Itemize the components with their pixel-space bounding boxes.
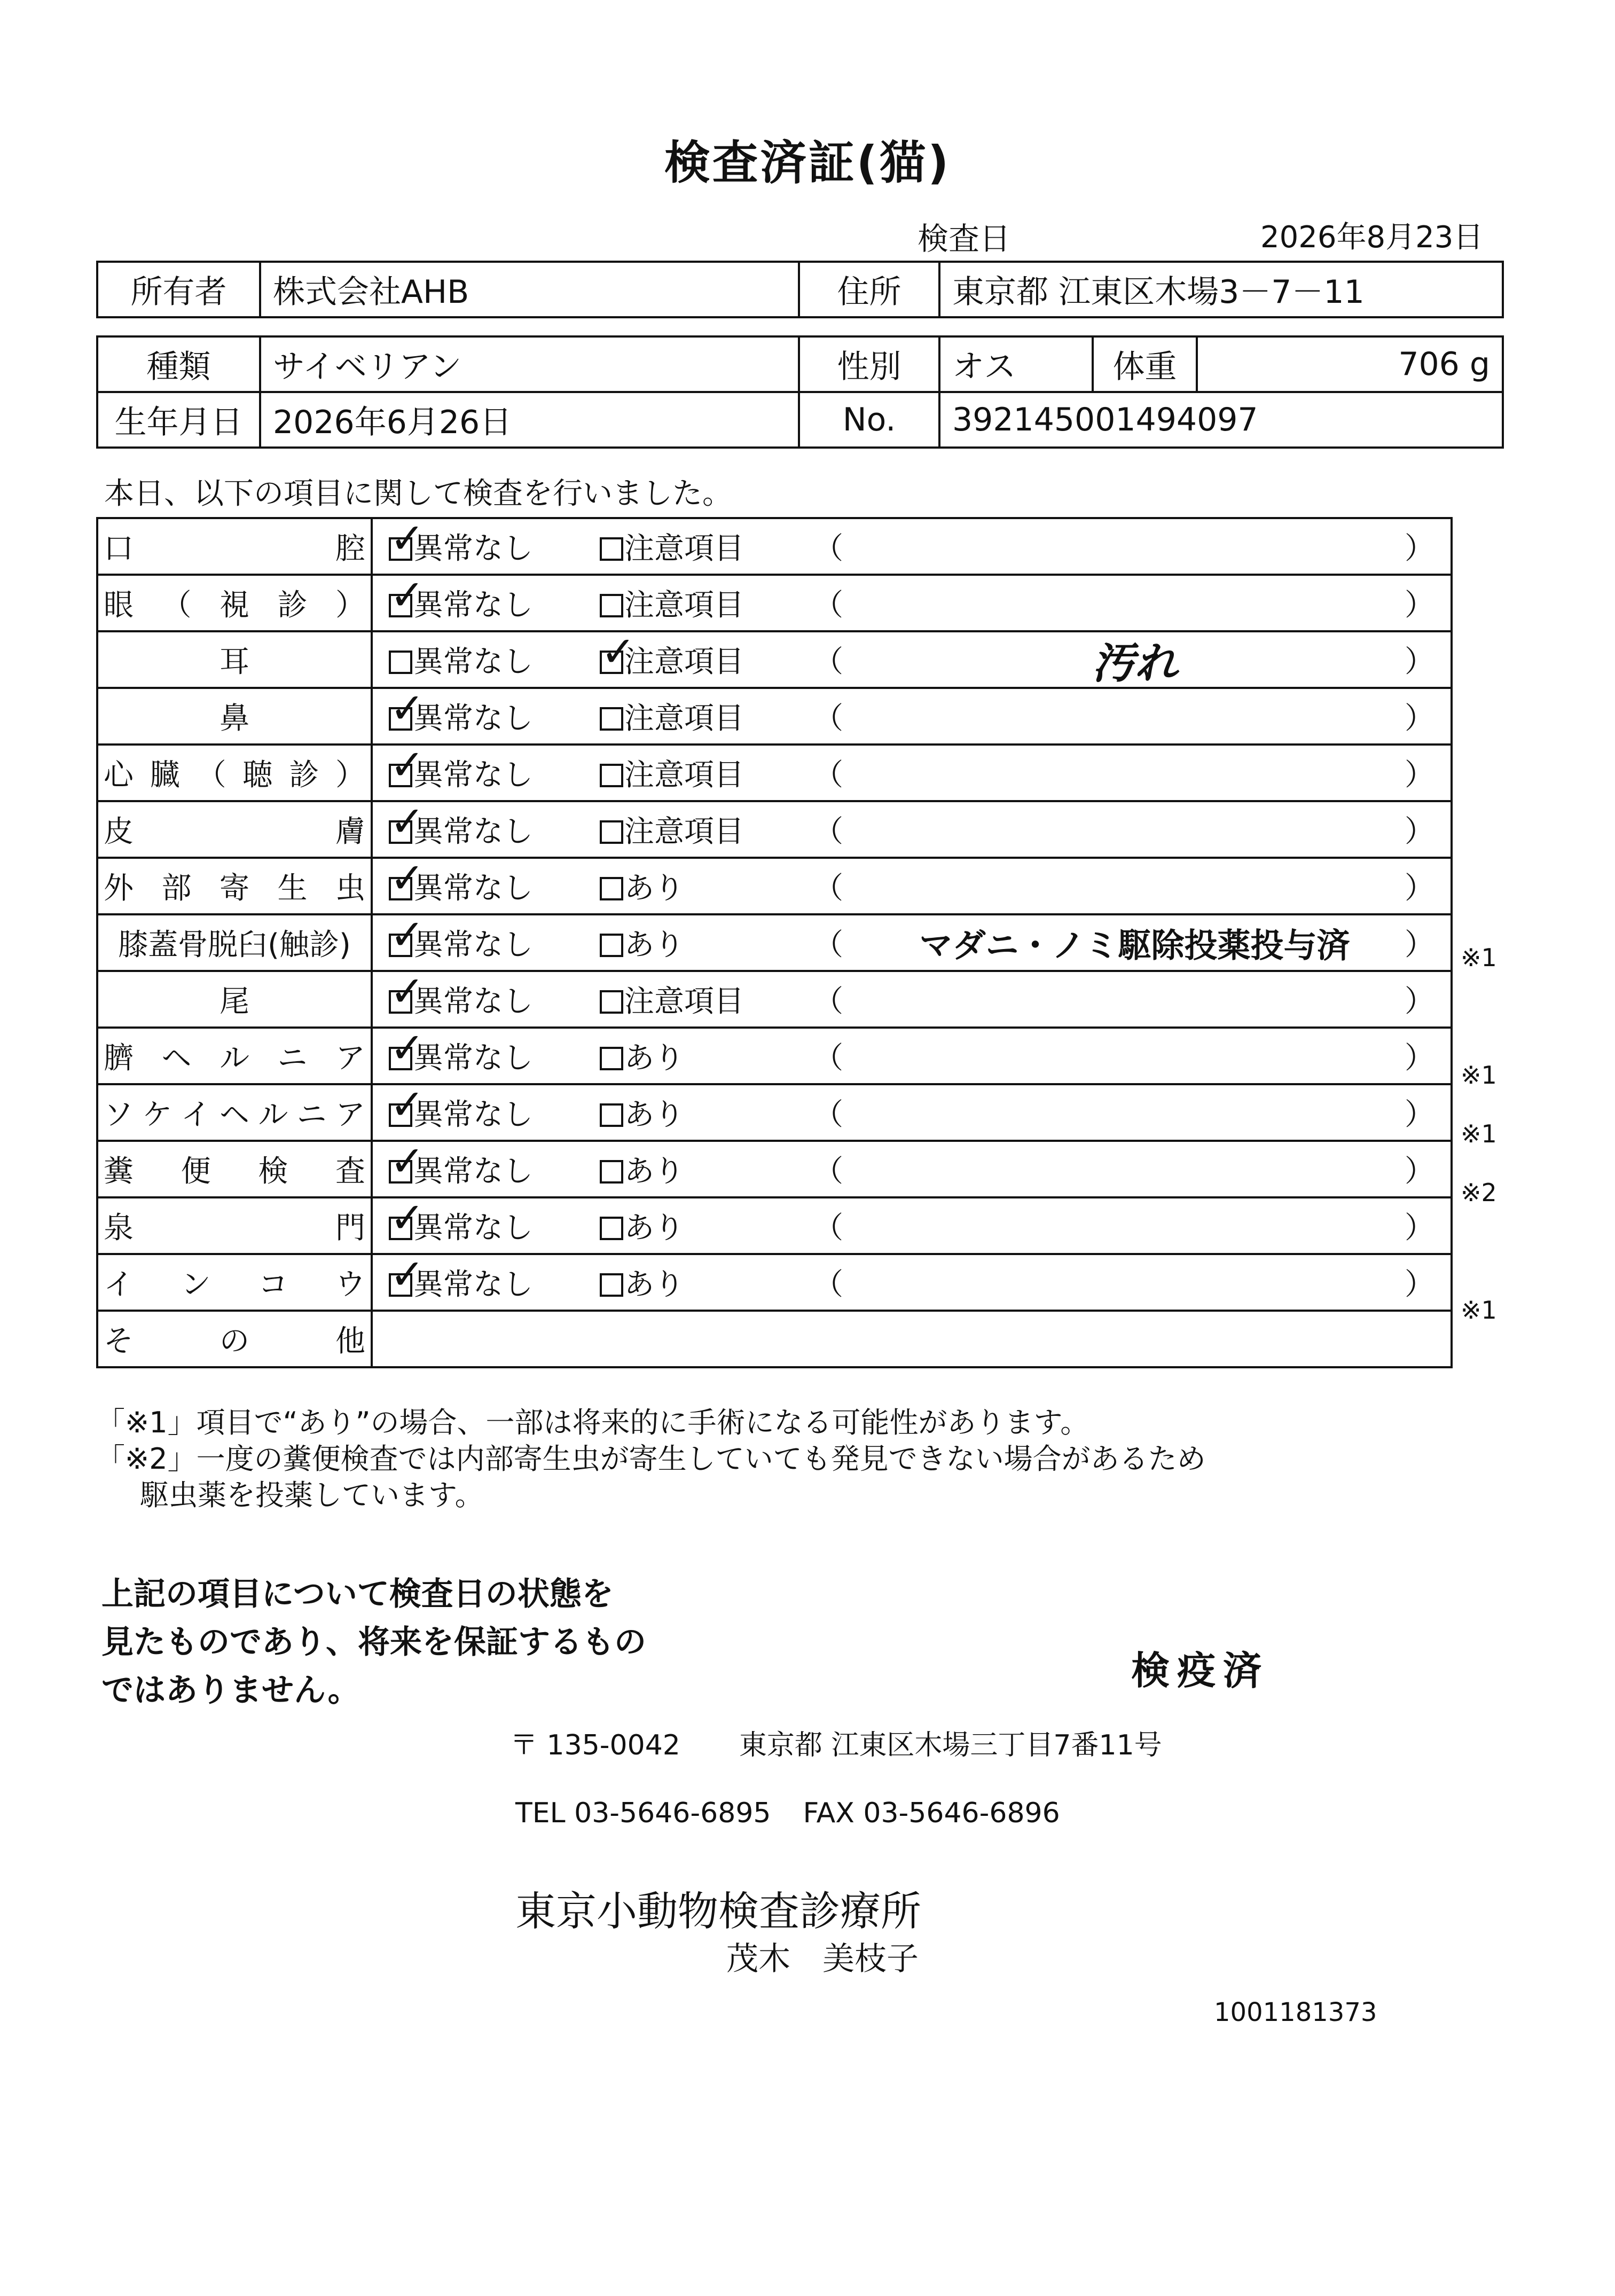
option-abnormal-label: 注意項目 [624,588,744,623]
option-normal[interactable] [389,638,533,681]
intro-text: 本日、以下の項目に関して検査を行いました。 [104,476,732,511]
option-normal[interactable] [389,808,533,851]
item-name-text: 泉 門 [104,1211,365,1245]
paren-close: ） [1405,1041,1434,1076]
table-row [97,575,1452,631]
option-normal[interactable] [389,1091,533,1134]
note-2: 「※2」一度の糞便検査では内部寄生虫が寄生していても発見できない場合があるため [96,1442,1206,1476]
checkbox-abnormal[interactable] [600,877,623,900]
item-name [97,518,372,575]
checkbox-abnormal[interactable] [600,1160,623,1184]
serial-number: 1001181373 [1214,1997,1377,2027]
checkbox-abnormal[interactable] [600,1103,623,1127]
item-name [97,1141,372,1197]
footnote-marker: ※1 [1461,943,1497,972]
item-name-text: 尾 [219,984,249,1019]
item-name [97,688,372,745]
table-row [97,745,1452,801]
item-name [97,914,372,971]
option-abnormal-label: あり [624,871,684,906]
paren-close: ） [1405,871,1434,906]
notes [96,1405,1206,1514]
owner-label: 所有者 [97,262,260,317]
option-abnormal[interactable] [600,865,684,907]
checkbox-normal[interactable] [389,877,412,900]
item-result [372,801,1452,858]
option-abnormal-label: あり [624,1098,684,1132]
option-normal-label: 異常なし [413,1267,533,1302]
item-result [372,688,1452,745]
footnote-marker: ※2 [1461,1178,1497,1207]
item-result [372,1028,1452,1084]
option-normal[interactable] [389,1035,533,1077]
item-name [97,631,372,688]
item-comment: 汚れ [1092,638,1178,688]
paren-close: ） [1405,1154,1434,1189]
checkbox-abnormal[interactable] [600,820,623,844]
option-abnormal[interactable] [600,808,744,851]
veterinarian-name: 茂木 美枝子 [726,1940,919,1978]
item-name-text: 臍 ヘ ル ニ ア [104,1041,365,1076]
option-abnormal[interactable] [600,695,744,738]
option-abnormal-label: あり [624,1211,684,1245]
item-name-text: ソ ケ イ ヘ ル ニ ア [104,1098,365,1132]
owner-value: 株式会社AHB [260,262,799,317]
checkbox-abnormal[interactable] [600,651,623,674]
option-normal-label: 異常なし [413,1211,533,1245]
option-abnormal[interactable] [600,525,744,568]
breed-value: サイベリアン [260,336,799,392]
item-name [97,801,372,858]
item-result [372,518,1452,575]
option-abnormal[interactable] [600,751,744,794]
checkbox-abnormal[interactable] [600,707,623,731]
checkbox-normal[interactable] [389,594,412,617]
option-normal-label: 異常なし [413,531,533,566]
birth-label: 生年月日 [97,392,260,448]
option-normal-label: 異常なし [413,928,533,962]
paren-open: （ [813,531,843,566]
table-row-other [97,1311,1452,1367]
option-normal-label: 異常なし [413,1098,533,1132]
checkbox-normal[interactable] [389,1273,412,1297]
clinic-name: 東京小動物検査診療所 [515,1887,921,1935]
option-normal-label: 異常なし [413,871,533,906]
item-name [97,575,372,631]
option-normal-label: 異常なし [413,588,533,623]
other-field[interactable] [372,1311,1452,1367]
checkbox-abnormal[interactable] [600,1047,623,1070]
option-abnormal-label: 注意項目 [624,645,744,679]
table-row [97,518,1452,575]
option-normal[interactable] [389,1148,533,1190]
exam-date-label: 検査日 [918,221,1011,257]
paren-close: ） [1405,531,1434,566]
option-abnormal-label: あり [624,1154,684,1189]
checkbox-normal[interactable] [389,764,412,787]
option-abnormal-label: 注意項目 [624,984,744,1019]
item-result [372,914,1452,971]
item-result [372,575,1452,631]
item-name [97,1084,372,1141]
option-normal[interactable] [389,921,533,964]
option-abnormal[interactable] [600,978,744,1021]
paren-close: ） [1405,814,1434,849]
paren-open: （ [813,814,843,849]
option-normal[interactable] [389,525,533,568]
paren-open: （ [813,1098,843,1132]
footnote-marker: ※1 [1461,1061,1497,1090]
street-address: 東京都 江東区木場三丁目7番11号 [739,1729,1162,1761]
checkbox-normal[interactable] [389,820,412,844]
option-normal[interactable] [389,695,533,738]
option-abnormal[interactable] [600,1261,684,1304]
table-row [97,688,1452,745]
table-row [97,914,1452,971]
option-abnormal-label: あり [624,928,684,962]
table-row [97,1254,1452,1311]
option-abnormal[interactable] [600,638,744,681]
option-abnormal-label: あり [624,1267,684,1302]
item-name-text: 糞 便 検 査 [104,1154,365,1189]
item-result [372,971,1452,1028]
paren-close: ） [1405,928,1434,962]
postal-code: 〒 135-0042 [510,1729,680,1761]
disclaimer-line-1: 上記の項目について検査日の状態を [101,1576,614,1613]
option-abnormal[interactable] [600,1035,684,1077]
paren-open: （ [813,1267,843,1302]
option-abnormal[interactable] [600,1091,684,1134]
fax-number: FAX 03-5646-6896 [803,1797,1060,1829]
no-value: 392145001494097 [939,392,1503,448]
note-3: 駆虫薬を投薬しています。 [140,1478,484,1512]
checkbox-normal[interactable] [389,651,412,674]
option-abnormal[interactable] [600,921,684,964]
item-result [372,1197,1452,1254]
option-normal[interactable] [389,978,533,1021]
item-name-text: 口 腔 [104,531,365,566]
option-normal[interactable] [389,1261,533,1304]
item-name-text: 外 部 寄 生 虫 [104,871,365,906]
item-name-text: 鼻 [219,701,249,736]
disclaimer-line-3: ではありません。 [101,1672,360,1709]
option-abnormal[interactable] [600,1204,684,1247]
item-name-text: 耳 [219,645,249,679]
option-normal-label: 異常なし [413,814,533,849]
item-result [372,1141,1452,1197]
disclaimer [101,1570,646,1714]
item-name-text: 眼 （ 視 診 ） [104,588,365,623]
item-name-text: 心 臓 （ 聴 診 ） [104,758,365,793]
paren-close: ） [1405,588,1434,623]
item-name [97,1311,372,1367]
item-name [97,858,372,914]
owner-table [96,261,1504,318]
paren-open: （ [813,645,843,679]
option-abnormal-label: 注意項目 [624,531,744,566]
quarantine-stamp: 検疫済 [1131,1648,1269,1693]
address-label: 住所 [799,262,939,317]
paren-close: ） [1405,984,1434,1019]
footnote-marker: ※1 [1461,1296,1497,1325]
option-abnormal[interactable] [600,1148,684,1190]
item-name [97,971,372,1028]
item-result [372,1084,1452,1141]
clinic-contact [515,1797,1060,1829]
checkbox-abnormal[interactable] [600,934,623,957]
paren-open: （ [813,928,843,962]
checkbox-abnormal[interactable] [600,764,623,787]
checkbox-normal[interactable] [389,537,412,561]
note-1: 「※1」項目で“あり”の場合、一部は将来的に手術になる可能性があります。 [96,1406,1089,1439]
item-result [372,745,1452,801]
pet-table [96,335,1504,449]
breed-label: 種類 [97,336,260,392]
table-row [97,631,1452,688]
option-abnormal-label: 注意項目 [624,701,744,736]
option-normal-label: 異常なし [413,701,533,736]
option-normal[interactable] [389,1204,533,1247]
paren-open: （ [813,984,843,1019]
no-label: No. [799,392,939,448]
option-normal-label: 異常なし [413,984,533,1019]
checkbox-abnormal[interactable] [600,594,623,617]
paren-open: （ [813,588,843,623]
table-row [97,1084,1452,1141]
checkbox-normal[interactable] [389,707,412,731]
checkbox-normal[interactable] [389,990,412,1014]
checkbox-abnormal[interactable] [600,537,623,561]
table-row [97,1141,1452,1197]
checkbox-abnormal[interactable] [600,1217,623,1240]
exam-table [96,517,1453,1368]
tel-number: TEL 03-5646-6895 [515,1797,771,1829]
exam-date-value: 2026年8月23日 [1260,220,1484,255]
paren-close: ） [1405,1211,1434,1245]
sex-label: 性別 [799,336,939,392]
item-name [97,1197,372,1254]
paren-close: ） [1405,645,1434,679]
table-row [97,971,1452,1028]
option-normal-label: 異常なし [413,645,533,679]
paren-close: ） [1405,1267,1434,1302]
weight-label: 体重 [1093,336,1197,392]
paren-open: （ [813,871,843,906]
checkbox-abnormal[interactable] [600,1273,623,1297]
item-result [372,1254,1452,1311]
option-normal[interactable] [389,751,533,794]
item-result [372,631,1452,688]
paren-close: ） [1405,1098,1434,1132]
paren-open: （ [813,701,843,736]
option-abnormal-label: 注意項目 [624,758,744,793]
item-name-text: 膝蓋骨脱臼(触診) [118,928,351,962]
table-row [97,1197,1452,1254]
footnote-marker: ※1 [1461,1119,1497,1148]
option-normal[interactable] [389,865,533,907]
checkbox-normal[interactable] [389,1047,412,1070]
item-name-text: そ の 他 [104,1324,365,1359]
item-comment: マダニ・ノミ駆除投薬投与済 [919,926,1350,965]
clinic-address [510,1722,1162,1762]
option-abnormal-label: あり [624,1041,684,1076]
table-row [97,801,1452,858]
checkbox-normal[interactable] [389,1103,412,1127]
paren-open: （ [813,1211,843,1245]
item-name-text: イ ン コ ウ [104,1267,365,1302]
option-normal[interactable] [389,582,533,624]
item-name [97,1254,372,1311]
table-row [97,1028,1452,1084]
item-name [97,1028,372,1084]
item-name-text: 皮 膚 [104,814,365,849]
sex-value: オス [939,336,1093,392]
item-result [372,858,1452,914]
checkbox-normal[interactable] [389,934,412,957]
paren-open: （ [813,758,843,793]
checkbox-normal[interactable] [389,1160,412,1184]
disclaimer-line-2: 見たものであり、将来を保証するもの [101,1624,646,1661]
paren-close: ） [1405,758,1434,793]
option-abnormal-label: 注意項目 [624,814,744,849]
checkbox-abnormal[interactable] [600,990,623,1014]
option-normal-label: 異常なし [413,758,533,793]
option-normal-label: 異常なし [413,1154,533,1189]
paren-open: （ [813,1154,843,1189]
document-title: 検査済証(猫) [664,136,951,190]
birth-value: 2026年6月26日 [260,392,799,448]
table-row [97,858,1452,914]
weight-value: 706 g [1197,336,1503,392]
option-abnormal[interactable] [600,582,744,624]
paren-open: （ [813,1041,843,1076]
address-value: 東京都 江東区木場3－7－11 [939,262,1503,317]
option-normal-label: 異常なし [413,1041,533,1076]
item-name [97,745,372,801]
checkbox-normal[interactable] [389,1217,412,1240]
paren-close: ） [1405,701,1434,736]
